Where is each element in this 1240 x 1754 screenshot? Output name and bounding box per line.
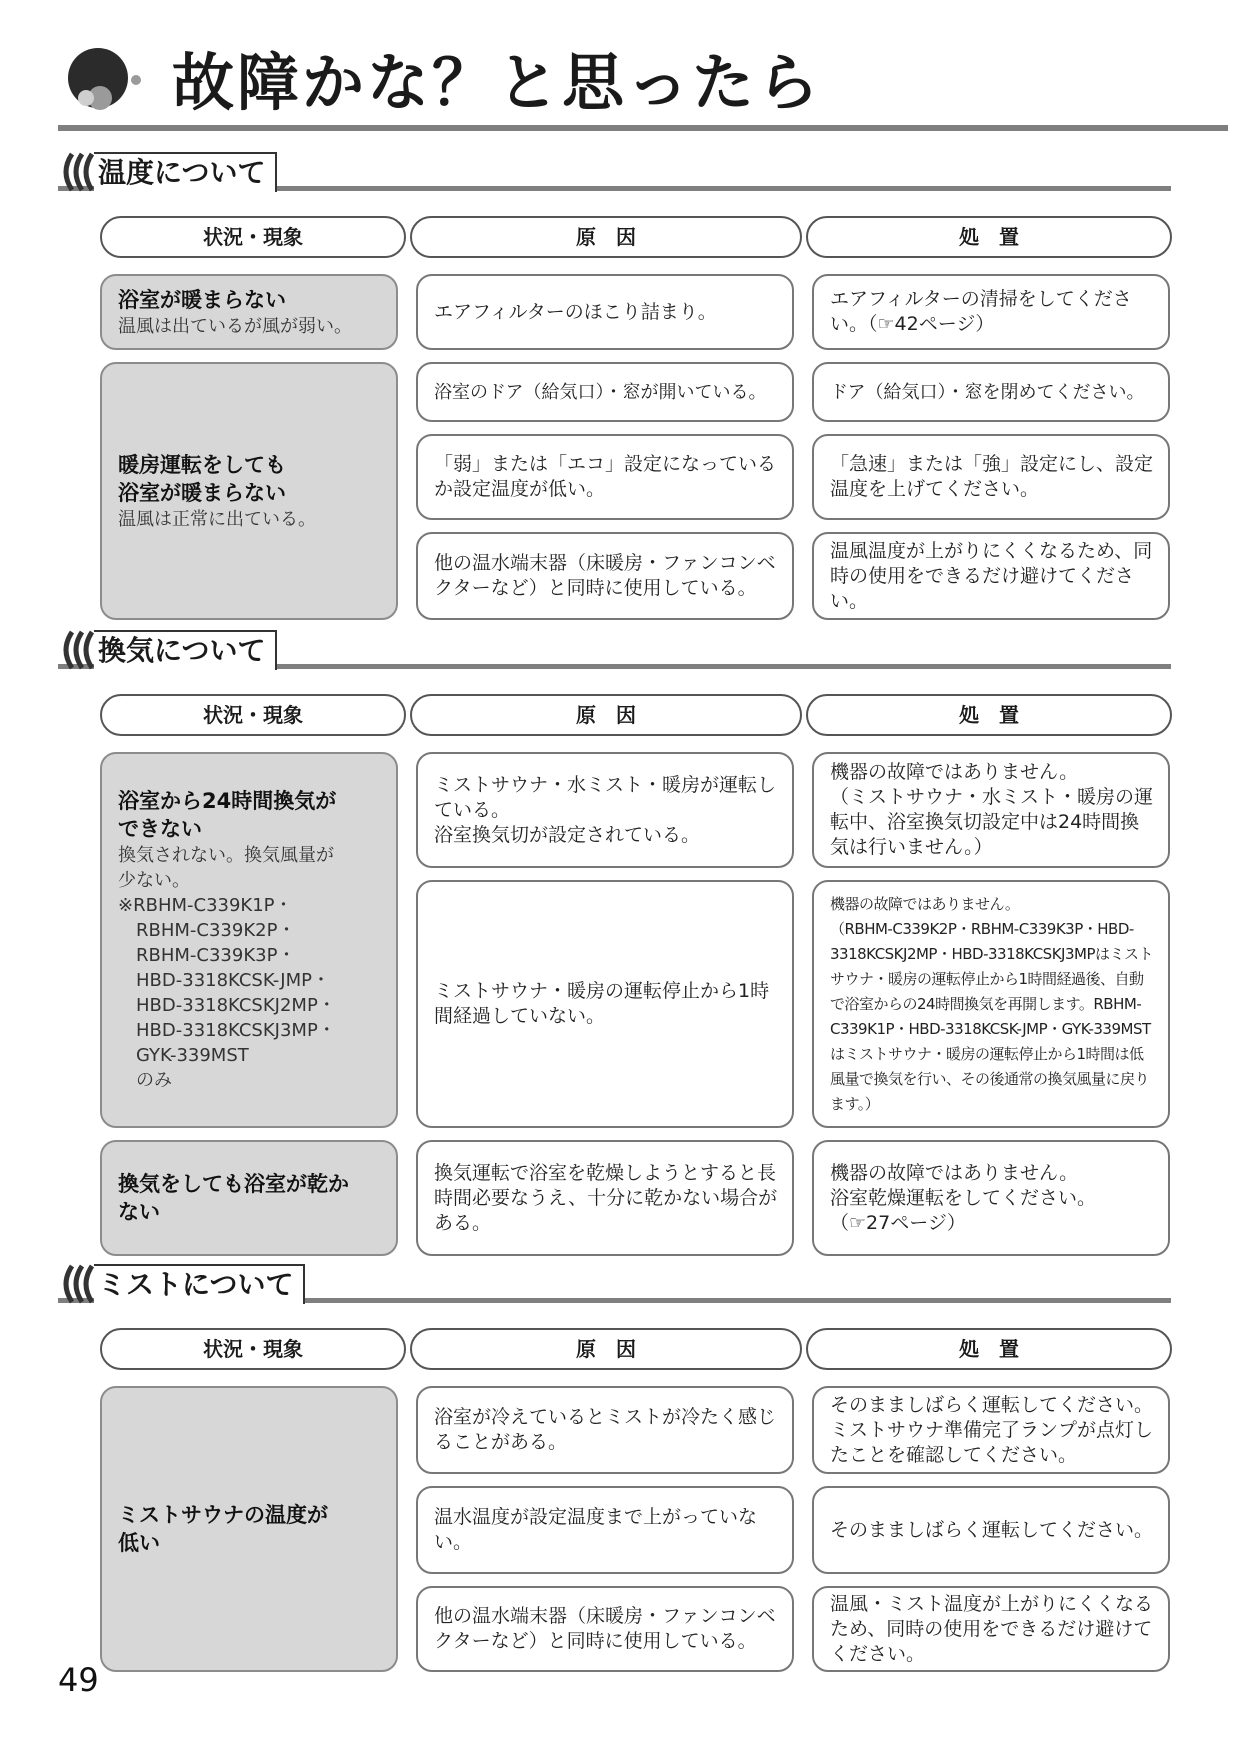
cause-cell xyxy=(416,532,794,620)
symptom-cell xyxy=(100,274,398,350)
cause-text: 他の温水端末器（床暖房・ファンコンベクターなど）と同時に使用している。 xyxy=(434,552,776,599)
column-header-remedy: 処 置 xyxy=(806,216,1172,258)
remedy-text: そのまましばらく運転してください。 ミストサウナ準備完了ランプが点灯したことを確認してください。 xyxy=(830,1393,1154,1466)
remedy-cell xyxy=(812,1486,1170,1574)
symptom-title: 換気をしても浴室が乾かない xyxy=(118,1172,349,1224)
cause-cell xyxy=(416,274,794,350)
column-header-symptom: 状況・現象 xyxy=(100,1328,406,1370)
page-number: 49 xyxy=(58,1661,99,1699)
remedy-text: 温風温度が上がりにくくなるため、同時の使用をできるだけ避けてください。 xyxy=(830,539,1153,612)
remedy-cell xyxy=(812,362,1170,422)
column-header-remedy: 処 置 xyxy=(806,694,1172,736)
symptom-title: 暖房運転をしても 浴室が暖まらない xyxy=(118,452,286,505)
cause-cell xyxy=(416,1140,794,1256)
symptom-cell xyxy=(100,1386,398,1672)
remedy-cell xyxy=(812,1586,1170,1672)
remedy-text: エアフィルターの清掃をしてください。（☞42ページ） xyxy=(830,288,1132,335)
column-header-cause: 原 因 xyxy=(410,694,802,736)
cause-text: 浴室のドア（給気口）・窓が開いている。 xyxy=(434,381,767,403)
section-heading-mist: ミストについて xyxy=(94,1264,305,1304)
remedy-text: 機器の故障ではありません。 （ミストサウナ・水ミスト・暖房の運転中、浴室換気切設定中は24時間換気は行いません。） xyxy=(830,761,1154,858)
cause-text: ミストサウナ・水ミスト・暖房が運転している。 浴室換気切が設定されている。 xyxy=(434,773,777,846)
cause-text: ミストサウナ・暖房の運転停止から1時間経過していない。 xyxy=(434,980,770,1027)
cause-text: 換気運転で浴室を乾燥しようとすると長時間必要なうえ、十分に乾かない場合がある。 xyxy=(434,1161,778,1234)
remedy-cell xyxy=(812,274,1170,350)
cause-cell xyxy=(416,1486,794,1574)
cause-text: 「弱」または「エコ」設定になっているか設定温度が低い。 xyxy=(434,453,777,500)
remedy-cell xyxy=(812,1140,1170,1256)
remedy-cell xyxy=(812,880,1170,1128)
symptom-cell xyxy=(100,362,398,620)
symptom-title: 浴室が暖まらない xyxy=(118,287,286,312)
symptom-title: ミストサウナの温度が 低い xyxy=(118,1503,328,1555)
remedy-text: 「急速」または「強」設定にし、設定温度を上げてください。 xyxy=(830,453,1154,500)
remedy-cell xyxy=(812,752,1170,868)
cause-text: エアフィルターのほこり詰まり。 xyxy=(434,300,717,323)
cause-cell xyxy=(416,752,794,868)
symptom-title: 浴室から24時間換気が できない xyxy=(118,789,337,841)
remedy-cell xyxy=(812,532,1170,620)
cause-cell xyxy=(416,1586,794,1672)
symptom-cell xyxy=(100,752,398,1128)
title-divider xyxy=(58,125,1228,131)
remedy-cell xyxy=(812,434,1170,520)
page-title: 故障かな？と思ったら xyxy=(172,46,823,119)
column-header-cause: 原 因 xyxy=(410,216,802,258)
remedy-text: 機器の故障ではありません。 浴室乾燥運転をしてください。 （☞27ページ） xyxy=(830,1161,1097,1234)
column-header-symptom: 状況・現象 xyxy=(100,694,406,736)
symptom-cell xyxy=(100,1140,398,1256)
cause-text: 他の温水端末器（床暖房・ファンコンベクターなど）と同時に使用している。 xyxy=(434,1605,776,1652)
remedy-text: 機器の故障ではありません。 （RBHM-C339K2P・RBHM-C339K3P・HBD-3318KCSKJ2MP・HBD-3318KCSKJ3MPはミストサウナ・暖房の運転停止から1時間経過後、自動で浴室からの24時間換気を再開します。RBHM-C339K1P・HBD-3318KCSK-JMP・GYK-339MSTはミストサウナ・暖房の運転停止から1時間は低風量で換気を行い、その後通常の換気風量に戻ります。） xyxy=(830,894,1153,1113)
cause-cell xyxy=(416,880,794,1128)
column-header-symptom: 状況・現象 xyxy=(100,216,406,258)
column-header-remedy: 処 置 xyxy=(806,1328,1172,1370)
cause-cell xyxy=(416,362,794,422)
symptom-detail: 換気されない。換気風量が 少ない。 ※RBHM-C339K1P・ RBHM-C339K2P・ RBHM-C339K3P・ HBD-3318KCSK-JMP・ HBD-3318KCSKJ2MP・ HBD-3318KCSKJ3MP・ GYK-339MST のみ xyxy=(118,845,336,1091)
remedy-cell xyxy=(812,1386,1170,1474)
cause-text: 温水温度が設定温度まで上がっていない。 xyxy=(434,1506,758,1553)
section-heading-temperature: 温度について xyxy=(94,152,277,192)
remedy-text: 温風・ミスト温度が上がりにくくなるため、同時の使用をできるだけ避けてください。 xyxy=(830,1592,1154,1665)
cause-cell xyxy=(416,1386,794,1474)
remedy-text: そのまましばらく運転してください。 xyxy=(830,1518,1154,1541)
title-bullet-icon xyxy=(60,40,150,120)
cause-cell xyxy=(416,434,794,520)
symptom-detail: 温風は出ているが風が弱い。 xyxy=(118,315,352,337)
cause-text: 浴室が冷えているとミストが冷たく感じることがある。 xyxy=(434,1406,777,1453)
section-heading-ventilation: 換気について xyxy=(94,630,277,670)
column-header-cause: 原 因 xyxy=(410,1328,802,1370)
remedy-text: ドア（給気口）・窓を閉めてください。 xyxy=(830,381,1145,403)
symptom-detail: 温風は正常に出ている。 xyxy=(118,508,316,530)
